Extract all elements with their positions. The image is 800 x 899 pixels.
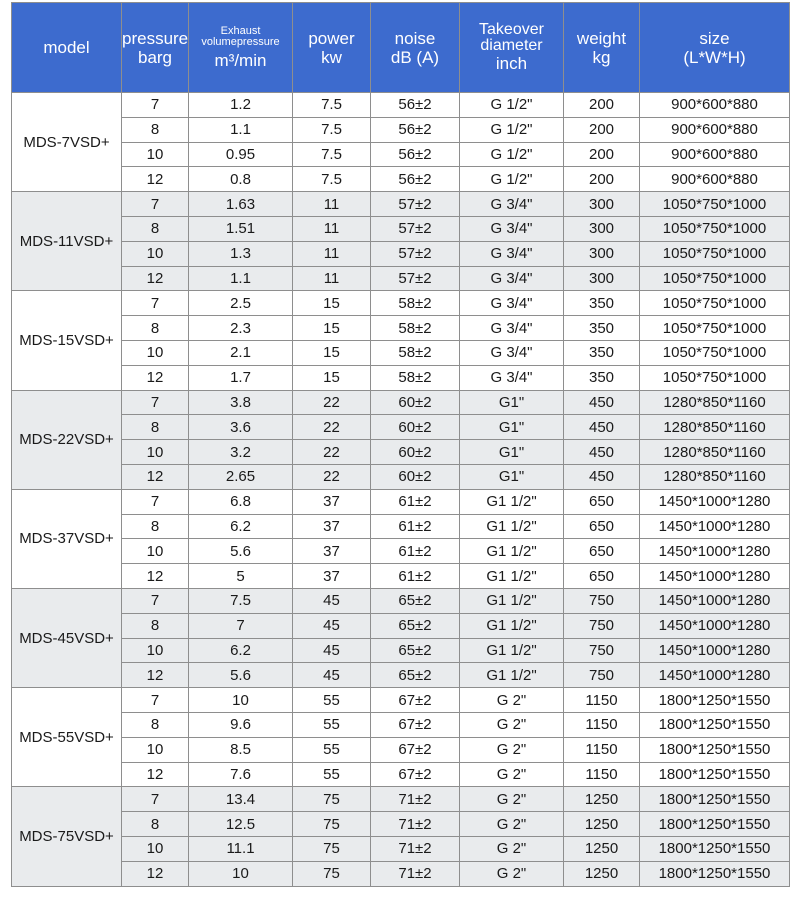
volume-cell: 1.63 — [189, 192, 293, 217]
weight-cell: 750 — [564, 588, 640, 613]
noise-cell: 60±2 — [371, 440, 460, 465]
takeover-cell: G 3/4" — [460, 316, 564, 341]
table-row — [12, 588, 790, 613]
size-cell: 900*600*880 — [640, 167, 790, 192]
header-weight — [564, 3, 640, 93]
weight-cell: 200 — [564, 142, 640, 167]
pressure-cell: 7 — [122, 588, 189, 613]
table-row — [12, 340, 790, 365]
power-cell: 11 — [293, 192, 371, 217]
takeover-cell: G 3/4" — [460, 241, 564, 266]
table-row — [12, 787, 790, 812]
pressure-cell: 8 — [122, 812, 189, 837]
size-cell: 1800*1250*1550 — [640, 737, 790, 762]
size-cell: 1050*750*1000 — [640, 365, 790, 390]
noise-cell: 65±2 — [371, 663, 460, 688]
pressure-cell: 12 — [122, 762, 189, 787]
header-size-line1: size — [699, 28, 730, 48]
power-cell: 22 — [293, 440, 371, 465]
takeover-cell: G1 1/2" — [460, 613, 564, 638]
takeover-cell: G1 1/2" — [460, 564, 564, 589]
size-cell: 1280*850*1160 — [640, 440, 790, 465]
header-pressure — [122, 3, 189, 93]
takeover-cell: G1" — [460, 440, 564, 465]
power-cell: 7.5 — [293, 117, 371, 142]
takeover-cell: G 3/4" — [460, 340, 564, 365]
size-cell: 1050*750*1000 — [640, 266, 790, 291]
size-cell: 1050*750*1000 — [640, 192, 790, 217]
table-row — [12, 390, 790, 415]
table-row — [12, 93, 790, 118]
header-takeover — [460, 3, 564, 93]
table-row — [12, 663, 790, 688]
weight-cell: 450 — [564, 440, 640, 465]
header-noise-line2: dB (A) — [390, 47, 440, 67]
noise-cell: 71±2 — [371, 861, 460, 886]
model-cell: MDS-55VSD+ — [12, 688, 122, 787]
power-cell: 75 — [293, 787, 371, 812]
table-row — [12, 762, 790, 787]
header-exhaust — [189, 3, 293, 93]
header-noise — [371, 3, 460, 93]
size-cell: 1450*1000*1280 — [640, 539, 790, 564]
weight-cell: 300 — [564, 216, 640, 241]
weight-cell: 200 — [564, 167, 640, 192]
volume-cell: 0.8 — [189, 167, 293, 192]
pressure-cell: 8 — [122, 613, 189, 638]
power-cell: 45 — [293, 663, 371, 688]
noise-cell: 60±2 — [371, 415, 460, 440]
size-cell: 1450*1000*1280 — [640, 663, 790, 688]
noise-cell: 71±2 — [371, 787, 460, 812]
header-power-line1: power — [308, 28, 355, 48]
table-row — [12, 216, 790, 241]
weight-cell: 300 — [564, 192, 640, 217]
takeover-cell: G 2" — [460, 737, 564, 762]
noise-cell: 58±2 — [371, 365, 460, 390]
volume-cell: 5.6 — [189, 663, 293, 688]
weight-cell: 350 — [564, 365, 640, 390]
size-cell: 1450*1000*1280 — [640, 613, 790, 638]
weight-cell: 450 — [564, 464, 640, 489]
noise-cell: 56±2 — [371, 142, 460, 167]
takeover-cell: G 1/2" — [460, 93, 564, 118]
table-row — [12, 440, 790, 465]
pressure-cell: 10 — [122, 836, 189, 861]
table-header — [12, 3, 790, 93]
takeover-cell: G 2" — [460, 712, 564, 737]
size-cell: 1050*750*1000 — [640, 241, 790, 266]
model-cell: MDS-75VSD+ — [12, 787, 122, 886]
noise-cell: 60±2 — [371, 464, 460, 489]
spec-table — [11, 2, 790, 887]
takeover-cell: G 3/4" — [460, 192, 564, 217]
pressure-cell: 10 — [122, 241, 189, 266]
pressure-cell: 7 — [122, 688, 189, 713]
size-cell: 900*600*880 — [640, 142, 790, 167]
header-pressure-line2: barg — [137, 47, 173, 67]
table-row — [12, 861, 790, 886]
volume-cell: 6.2 — [189, 638, 293, 663]
table-body — [12, 93, 790, 887]
volume-cell: 2.3 — [189, 316, 293, 341]
volume-cell: 3.2 — [189, 440, 293, 465]
noise-cell: 67±2 — [371, 737, 460, 762]
size-cell: 1450*1000*1280 — [640, 638, 790, 663]
model-cell: MDS-15VSD+ — [12, 291, 122, 390]
volume-cell: 6.2 — [189, 514, 293, 539]
volume-cell: 1.1 — [189, 117, 293, 142]
table-row — [12, 489, 790, 514]
table-row — [12, 613, 790, 638]
noise-cell: 67±2 — [371, 712, 460, 737]
takeover-cell: G1 1/2" — [460, 539, 564, 564]
size-cell: 1280*850*1160 — [640, 390, 790, 415]
volume-cell: 10 — [189, 688, 293, 713]
pressure-cell: 12 — [122, 564, 189, 589]
power-cell: 37 — [293, 564, 371, 589]
pressure-cell: 7 — [122, 291, 189, 316]
pressure-cell: 8 — [122, 316, 189, 341]
size-cell: 1800*1250*1550 — [640, 861, 790, 886]
noise-cell: 58±2 — [371, 291, 460, 316]
size-cell: 900*600*880 — [640, 93, 790, 118]
noise-cell: 56±2 — [371, 117, 460, 142]
size-cell: 1450*1000*1280 — [640, 564, 790, 589]
takeover-cell: G1 1/2" — [460, 514, 564, 539]
weight-cell: 1150 — [564, 712, 640, 737]
volume-cell: 5 — [189, 564, 293, 589]
power-cell: 15 — [293, 291, 371, 316]
power-cell: 75 — [293, 836, 371, 861]
weight-cell: 650 — [564, 564, 640, 589]
pressure-cell: 10 — [122, 142, 189, 167]
weight-cell: 650 — [564, 514, 640, 539]
weight-cell: 350 — [564, 291, 640, 316]
table-row — [12, 415, 790, 440]
weight-cell: 350 — [564, 316, 640, 341]
pressure-cell: 10 — [122, 638, 189, 663]
pressure-cell: 8 — [122, 712, 189, 737]
power-cell: 55 — [293, 762, 371, 787]
table-row — [12, 266, 790, 291]
volume-cell: 13.4 — [189, 787, 293, 812]
takeover-cell: G 3/4" — [460, 291, 564, 316]
power-cell: 37 — [293, 514, 371, 539]
pressure-cell: 7 — [122, 489, 189, 514]
power-cell: 37 — [293, 489, 371, 514]
volume-cell: 11.1 — [189, 836, 293, 861]
pressure-cell: 12 — [122, 266, 189, 291]
power-cell: 7.5 — [293, 93, 371, 118]
takeover-cell: G1" — [460, 390, 564, 415]
table-row — [12, 117, 790, 142]
power-cell: 45 — [293, 588, 371, 613]
takeover-cell: G 2" — [460, 836, 564, 861]
takeover-cell: G 2" — [460, 812, 564, 837]
takeover-cell: G1" — [460, 464, 564, 489]
header-size-line2: (L*W*H) — [683, 47, 746, 67]
size-cell: 1050*750*1000 — [640, 216, 790, 241]
volume-cell: 9.6 — [189, 712, 293, 737]
volume-cell: 10 — [189, 861, 293, 886]
volume-cell: 1.7 — [189, 365, 293, 390]
size-cell: 1280*850*1160 — [640, 415, 790, 440]
power-cell: 15 — [293, 316, 371, 341]
pressure-cell: 8 — [122, 117, 189, 142]
power-cell: 37 — [293, 539, 371, 564]
noise-cell: 61±2 — [371, 514, 460, 539]
power-cell: 22 — [293, 390, 371, 415]
takeover-cell: G1 1/2" — [460, 588, 564, 613]
header-power — [293, 3, 371, 93]
noise-cell: 57±2 — [371, 216, 460, 241]
weight-cell: 750 — [564, 663, 640, 688]
weight-cell: 1150 — [564, 688, 640, 713]
size-cell: 1800*1250*1550 — [640, 762, 790, 787]
pressure-cell: 8 — [122, 415, 189, 440]
takeover-cell: G1" — [460, 415, 564, 440]
noise-cell: 57±2 — [371, 192, 460, 217]
noise-cell: 67±2 — [371, 688, 460, 713]
volume-cell: 3.8 — [189, 390, 293, 415]
power-cell: 45 — [293, 613, 371, 638]
volume-cell: 5.6 — [189, 539, 293, 564]
takeover-cell: G 3/4" — [460, 365, 564, 390]
power-cell: 55 — [293, 737, 371, 762]
weight-cell: 200 — [564, 117, 640, 142]
size-cell: 1800*1250*1550 — [640, 787, 790, 812]
model-cell: MDS-22VSD+ — [12, 390, 122, 489]
table-row — [12, 291, 790, 316]
volume-cell: 2.1 — [189, 340, 293, 365]
table-row — [12, 142, 790, 167]
takeover-cell: G1 1/2" — [460, 489, 564, 514]
weight-cell: 350 — [564, 340, 640, 365]
pressure-cell: 12 — [122, 167, 189, 192]
size-cell: 1050*750*1000 — [640, 340, 790, 365]
table-row — [12, 712, 790, 737]
size-cell: 1050*750*1000 — [640, 316, 790, 341]
power-cell: 75 — [293, 812, 371, 837]
power-cell: 75 — [293, 861, 371, 886]
weight-cell: 1250 — [564, 812, 640, 837]
volume-cell: 2.5 — [189, 291, 293, 316]
size-cell: 1800*1250*1550 — [640, 688, 790, 713]
spec-table-container — [11, 2, 789, 887]
size-cell: 1800*1250*1550 — [640, 712, 790, 737]
noise-cell: 60±2 — [371, 390, 460, 415]
takeover-cell: G 1/2" — [460, 117, 564, 142]
takeover-cell: G 3/4" — [460, 266, 564, 291]
table-row — [12, 316, 790, 341]
weight-cell: 650 — [564, 539, 640, 564]
model-cell: MDS-11VSD+ — [12, 192, 122, 291]
weight-cell: 1150 — [564, 737, 640, 762]
pressure-cell: 12 — [122, 861, 189, 886]
volume-cell: 6.8 — [189, 489, 293, 514]
header-noise-line1: noise — [394, 28, 436, 48]
power-cell: 15 — [293, 365, 371, 390]
pressure-cell: 12 — [122, 365, 189, 390]
model-cell: MDS-7VSD+ — [12, 93, 122, 192]
weight-cell: 450 — [564, 415, 640, 440]
volume-cell: 0.95 — [189, 142, 293, 167]
table-row — [12, 241, 790, 266]
weight-cell: 300 — [564, 241, 640, 266]
volume-cell: 7.5 — [189, 588, 293, 613]
noise-cell: 57±2 — [371, 266, 460, 291]
weight-cell: 1250 — [564, 787, 640, 812]
weight-cell: 750 — [564, 638, 640, 663]
table-row — [12, 192, 790, 217]
pressure-cell: 10 — [122, 539, 189, 564]
table-row — [12, 688, 790, 713]
size-cell: 1450*1000*1280 — [640, 489, 790, 514]
noise-cell: 61±2 — [371, 564, 460, 589]
weight-cell: 1250 — [564, 836, 640, 861]
takeover-cell: G 2" — [460, 688, 564, 713]
volume-cell: 7 — [189, 613, 293, 638]
table-row — [12, 638, 790, 663]
size-cell: 1280*850*1160 — [640, 464, 790, 489]
header-model: model — [12, 3, 122, 93]
pressure-cell: 7 — [122, 390, 189, 415]
power-cell: 55 — [293, 688, 371, 713]
header-pressure-line1: pressure — [122, 28, 189, 48]
noise-cell: 58±2 — [371, 340, 460, 365]
pressure-cell: 8 — [122, 514, 189, 539]
noise-cell: 57±2 — [371, 241, 460, 266]
table-row — [12, 539, 790, 564]
volume-cell: 1.3 — [189, 241, 293, 266]
size-cell: 1450*1000*1280 — [640, 588, 790, 613]
volume-cell: 8.5 — [189, 737, 293, 762]
noise-cell: 71±2 — [371, 812, 460, 837]
power-cell: 7.5 — [293, 142, 371, 167]
weight-cell: 750 — [564, 613, 640, 638]
pressure-cell: 8 — [122, 216, 189, 241]
power-cell: 55 — [293, 712, 371, 737]
takeover-cell: G 2" — [460, 861, 564, 886]
header-takeover-line3: inch — [495, 54, 528, 73]
takeover-cell: G 2" — [460, 787, 564, 812]
pressure-cell: 12 — [122, 663, 189, 688]
header-row — [12, 3, 790, 93]
size-cell: 900*600*880 — [640, 117, 790, 142]
noise-cell: 58±2 — [371, 316, 460, 341]
takeover-cell: G 3/4" — [460, 216, 564, 241]
noise-cell: 56±2 — [371, 93, 460, 118]
table-row — [12, 464, 790, 489]
power-cell: 11 — [293, 266, 371, 291]
header-takeover-line1: Takeover — [479, 21, 544, 38]
size-cell: 1450*1000*1280 — [640, 514, 790, 539]
weight-cell: 300 — [564, 266, 640, 291]
table-row — [12, 167, 790, 192]
table-row — [12, 514, 790, 539]
noise-cell: 65±2 — [371, 613, 460, 638]
table-row — [12, 836, 790, 861]
volume-cell: 1.2 — [189, 93, 293, 118]
table-row — [12, 737, 790, 762]
size-cell: 1800*1250*1550 — [640, 812, 790, 837]
pressure-cell: 7 — [122, 93, 189, 118]
volume-cell: 12.5 — [189, 812, 293, 837]
noise-cell: 56±2 — [371, 167, 460, 192]
power-cell: 45 — [293, 638, 371, 663]
size-cell: 1050*750*1000 — [640, 291, 790, 316]
table-row — [12, 365, 790, 390]
header-power-line2: kw — [321, 47, 342, 67]
takeover-cell: G 1/2" — [460, 142, 564, 167]
header-weight-line2: kg — [592, 47, 611, 67]
header-takeover-line2: diameter — [480, 37, 543, 54]
header-weight-line1: weight — [576, 28, 627, 48]
pressure-cell: 10 — [122, 737, 189, 762]
power-cell: 11 — [293, 216, 371, 241]
power-cell: 7.5 — [293, 167, 371, 192]
takeover-cell: G1 1/2" — [460, 638, 564, 663]
header-size — [640, 3, 790, 93]
pressure-cell: 10 — [122, 340, 189, 365]
weight-cell: 450 — [564, 390, 640, 415]
size-cell: 1800*1250*1550 — [640, 836, 790, 861]
noise-cell: 71±2 — [371, 836, 460, 861]
noise-cell: 65±2 — [371, 588, 460, 613]
takeover-cell: G1 1/2" — [460, 663, 564, 688]
noise-cell: 67±2 — [371, 762, 460, 787]
weight-cell: 200 — [564, 93, 640, 118]
volume-cell: 1.1 — [189, 266, 293, 291]
table-row — [12, 812, 790, 837]
pressure-cell: 10 — [122, 440, 189, 465]
model-cell: MDS-37VSD+ — [12, 489, 122, 588]
header-exhaust-line2: volumepressure — [201, 35, 280, 48]
noise-cell: 61±2 — [371, 489, 460, 514]
pressure-cell: 7 — [122, 192, 189, 217]
pressure-cell: 7 — [122, 787, 189, 812]
header-exhaust-line1: Exhaust — [220, 24, 261, 37]
volume-cell: 7.6 — [189, 762, 293, 787]
weight-cell: 1250 — [564, 861, 640, 886]
takeover-cell: G 2" — [460, 762, 564, 787]
header-exhaust-line3: m³/min — [214, 50, 267, 70]
weight-cell: 1150 — [564, 762, 640, 787]
takeover-cell: G 1/2" — [460, 167, 564, 192]
pressure-cell: 12 — [122, 464, 189, 489]
power-cell: 11 — [293, 241, 371, 266]
noise-cell: 65±2 — [371, 638, 460, 663]
volume-cell: 3.6 — [189, 415, 293, 440]
power-cell: 15 — [293, 340, 371, 365]
model-cell: MDS-45VSD+ — [12, 588, 122, 687]
volume-cell: 1.51 — [189, 216, 293, 241]
noise-cell: 61±2 — [371, 539, 460, 564]
volume-cell: 2.65 — [189, 464, 293, 489]
table-row — [12, 564, 790, 589]
power-cell: 22 — [293, 464, 371, 489]
weight-cell: 650 — [564, 489, 640, 514]
power-cell: 22 — [293, 415, 371, 440]
